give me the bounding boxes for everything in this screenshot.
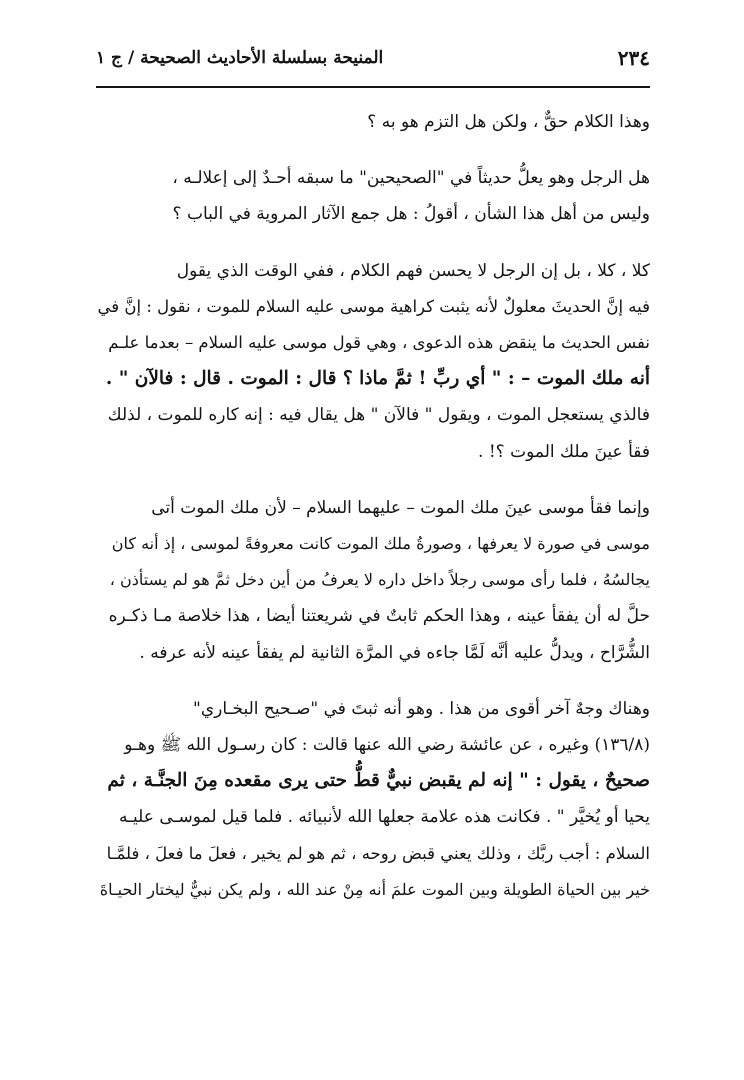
page-body [96, 104, 650, 922]
paragraph-3 [96, 253, 650, 470]
text-line: فالذي يستعجل الموت ، ويقول " فالآن " هل يقال فيه : إنه كاره للموت ، لذلك [107, 405, 650, 426]
text-line: السلام : أجب ربَّك ، وذلك يعني قبض روحه ، ثم هو لم يخير ، فعلَ ما فعلَ ، فلمَّـا [106, 843, 650, 863]
page-header [96, 36, 650, 80]
page-number: ٢٣٤ [617, 46, 650, 70]
text-line: حلَّ له أن يفقأ عينه ، وهذا الحكم ثابتٌ في شريعتنا أيضا ، هذا خلاصة مـا ذكـره [108, 606, 650, 627]
text-line: هل الرجل وهو يعلُّ حديثاً في "الصحيحين" ما سبقه أحـدٌ إلى إعلالـه ، [172, 168, 650, 189]
running-title: المنيحة بسلسلة الأحاديث الصحيحة / ج ١ [96, 48, 384, 68]
text-line: فيه إنَّ الحديثَ معلولٌ لأنه يثبت كراهية موسى عليه السلام للموت ، نقول : إنَّ في [97, 296, 650, 316]
paragraph-2 [96, 160, 650, 232]
text-line: (١٣٦/٨) وغيره ، عن عائشة رضي الله عنها قالت : كان رسـول الله ﷺ وهـو [124, 735, 650, 756]
text-line: فقأ عينَ ملك الموت ؟! . [478, 441, 650, 462]
text-line: نفس الحديث ما ينقض هذه الدعوى ، وهي قول موسى عليه السلام – بعدما علـم [108, 333, 650, 353]
paragraph-1 [96, 104, 650, 140]
text-line: صحيحٌ ، يقول : " إنه لم يقبض نبيٌّ قطُّ حتى يرى مقعده مِنَ الجنَّـة ، ثم [107, 770, 650, 792]
header-rule [96, 86, 650, 88]
text-line: موسى في صورة لا يعرفها ، وصورةُ ملك الموت كانت معروفةً لموسى ، إذ أنه كان [111, 534, 650, 554]
text-line: يجالسُهُ ، فلما رأى موسى رجلاً داخل داره لا يعرفُ من أين دخل ثمَّ هو لم يستأذن ، [109, 570, 650, 590]
text-line: أنه ملك الموت – : " أي ربِّ ! ثمَّ ماذا ؟ قال : الموت . قال : فالآن " . [105, 368, 650, 390]
text-line: وهناك وجهٌ آخر أقوى من هذا . وهو أنه ثبتَ في "صـحيح البخـاري" [193, 698, 650, 719]
text-line: وليس من أهل هذا الشأن ، أقولُ : هل جمع الآثار المروية في الباب ؟ [172, 204, 650, 225]
paragraph-4 [96, 490, 650, 671]
text-line: يحيا أو يُخيَّر " . فكانت هذه علامة جعلها الله لأنبيائه . فلما قيل لموسـى عليـه [118, 807, 650, 828]
paragraph-5 [96, 691, 650, 908]
text-line: خير بين الحياة الطويلة وبين الموت علمَ أنه مِنْ عند الله ، ولم يكن نبيٌّ ليختار الحيـاةَ [99, 879, 650, 899]
text-line: وإنما فقأ موسى عينَ ملك الموت – عليهما السلام – لأن ملك الموت أتى [151, 497, 650, 518]
text-line: وهذا الكلام حقٌّ ، ولكن هل التزم هو به ؟ [367, 112, 650, 132]
text-line: كلا ، كلا ، بل إن الرجل لا يحسن فهم الكلام ، ففي الوقت الذي يقول [176, 260, 650, 281]
text-line: الشُّرَّاح ، ويدلُّ عليه أنَّه لَمَّا جاءه في المرَّة الثانية لم يفقأ عينه لأنه عرفه . [139, 642, 650, 663]
